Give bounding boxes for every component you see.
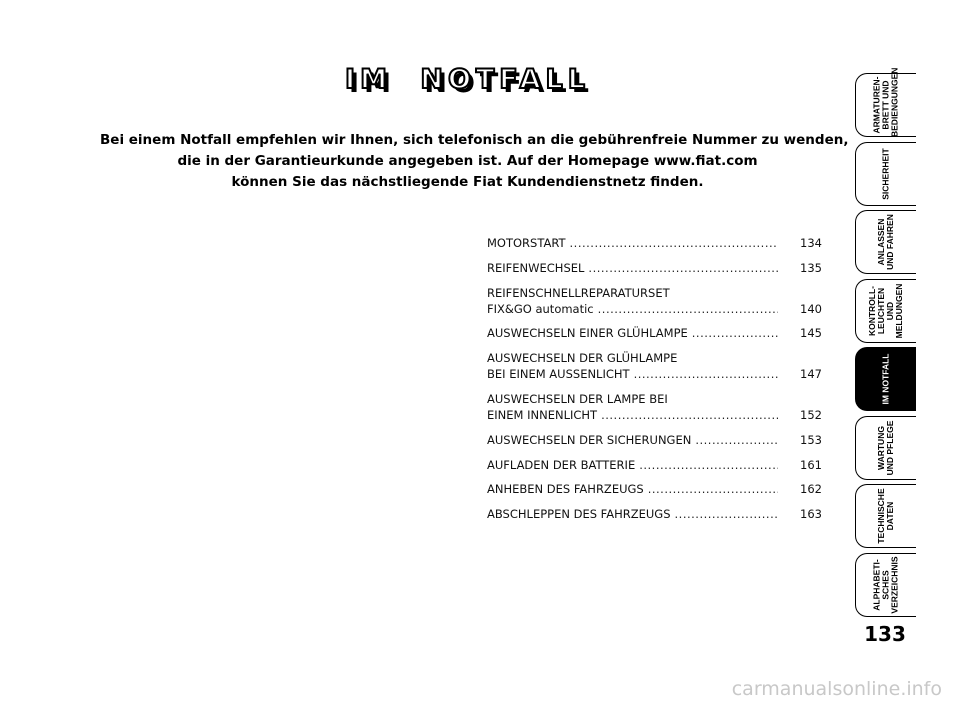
toc-entry-title: FIX&GO automatic xyxy=(487,301,594,316)
toc-entry[interactable] xyxy=(487,481,832,497)
toc-entry-page: 161 xyxy=(800,457,822,472)
toc-entry[interactable] xyxy=(487,235,832,251)
toc-entry-title: AUSWECHSELN DER LAMPE BEI xyxy=(487,391,668,406)
section-tab-label: TECHNISCHE DATEN xyxy=(876,488,895,544)
section-tab[interactable] xyxy=(855,67,916,137)
toc-dot-leader xyxy=(570,235,778,251)
intro-line: Bei einem Notfall empfehlen wir Ihnen, sich telefonisch an die gebührenfreie Nummer zu wenden, xyxy=(100,132,849,148)
toc-dot-leader xyxy=(598,301,778,317)
toc-entry-title: AUFLADEN DER BATTERIE xyxy=(487,457,636,472)
table-of-contents xyxy=(487,235,832,531)
section-tabs xyxy=(855,67,918,621)
toc-entry-title: ABSCHLEPPEN DES FAHRZEUGS xyxy=(487,507,671,522)
section-tab[interactable] xyxy=(855,484,916,548)
section-tab-label: ALPHABETI- SCHES VERZEICHNIS xyxy=(871,555,900,614)
toc-entry[interactable] xyxy=(487,506,832,522)
intro-paragraph xyxy=(100,130,849,193)
intro-line: die in der Garantieurkunde angegeben ist. Auf der Homepage www.fiat.com xyxy=(177,153,758,169)
section-tab[interactable] xyxy=(855,142,916,206)
toc-dot-leader xyxy=(695,432,778,448)
toc-entry[interactable] xyxy=(487,325,832,341)
toc-dot-leader xyxy=(675,506,778,522)
section-tab[interactable] xyxy=(855,279,916,343)
toc-entry-title: REIFENSCHNELLREPARATURSET xyxy=(487,285,670,300)
toc-dot-leader xyxy=(588,260,778,276)
toc-dot-leader xyxy=(601,407,778,423)
section-tab-label: SICHERHEIT xyxy=(880,147,891,200)
section-tab[interactable] xyxy=(855,210,916,274)
toc-entry-page: 140 xyxy=(800,301,822,316)
toc-entry-page: 162 xyxy=(800,482,822,497)
toc-entry-title: AUSWECHSELN DER GLÜHLAMPE xyxy=(487,351,678,366)
toc-entry-title: MOTORSTART xyxy=(487,236,566,250)
toc-entry-page: 135 xyxy=(800,260,822,275)
toc-dot-leader xyxy=(634,366,778,382)
section-tab[interactable] xyxy=(855,416,916,480)
toc-entry[interactable] xyxy=(487,350,832,382)
toc-entry-page: 134 xyxy=(800,236,822,250)
toc-entry-title: AUSWECHSELN DER SICHERUNGEN xyxy=(487,432,692,447)
section-tab[interactable] xyxy=(855,347,916,411)
toc-entry[interactable] xyxy=(487,260,832,276)
toc-entry-title: BEI EINEM AUSSENLICHT xyxy=(487,367,630,382)
toc-entry-page: 163 xyxy=(800,507,822,522)
page-number: 133 xyxy=(864,622,906,646)
toc-entry-page: 153 xyxy=(800,432,822,447)
toc-entry-title: REIFENWECHSEL xyxy=(487,260,585,275)
toc-entry-page: 147 xyxy=(800,367,822,382)
intro-line: können Sie das nächstliegende Fiat Kundendienstnetz finden. xyxy=(231,174,704,190)
toc-entry-page: 145 xyxy=(800,326,822,341)
toc-entry[interactable] xyxy=(487,432,832,448)
section-tab-label: IM NOTFALL xyxy=(880,353,891,405)
toc-dot-leader xyxy=(692,325,778,341)
toc-entry-title: AUSWECHSELN EINER GLÜHLAMPE xyxy=(487,326,688,341)
toc-dot-leader xyxy=(648,481,778,497)
section-tab[interactable] xyxy=(855,553,916,617)
page-title: IM NOTFALL xyxy=(345,64,590,95)
section-tab-label: ARMATUREN- BRETT UND BEDIENGUNGEN xyxy=(871,67,900,137)
section-tab-label: ANLASSEN UND FAHREN xyxy=(876,214,895,270)
toc-entry[interactable] xyxy=(487,285,832,317)
toc-entry-title: ANHEBEN DES FAHRZEUGS xyxy=(487,482,644,497)
toc-entry[interactable] xyxy=(487,457,832,473)
section-tab-label: KONTROLL- LEUCHTEN UND MELDUNGEN xyxy=(867,283,904,338)
toc-dot-leader xyxy=(639,457,778,473)
toc-entry-title: EINEM INNENLICHT xyxy=(487,407,598,422)
watermark: carmanualsonline.info xyxy=(731,678,942,700)
toc-entry-page: 152 xyxy=(800,407,822,422)
toc-entry[interactable] xyxy=(487,391,832,423)
section-tab-label: WARTUNG UND PFLEGE xyxy=(876,420,895,475)
